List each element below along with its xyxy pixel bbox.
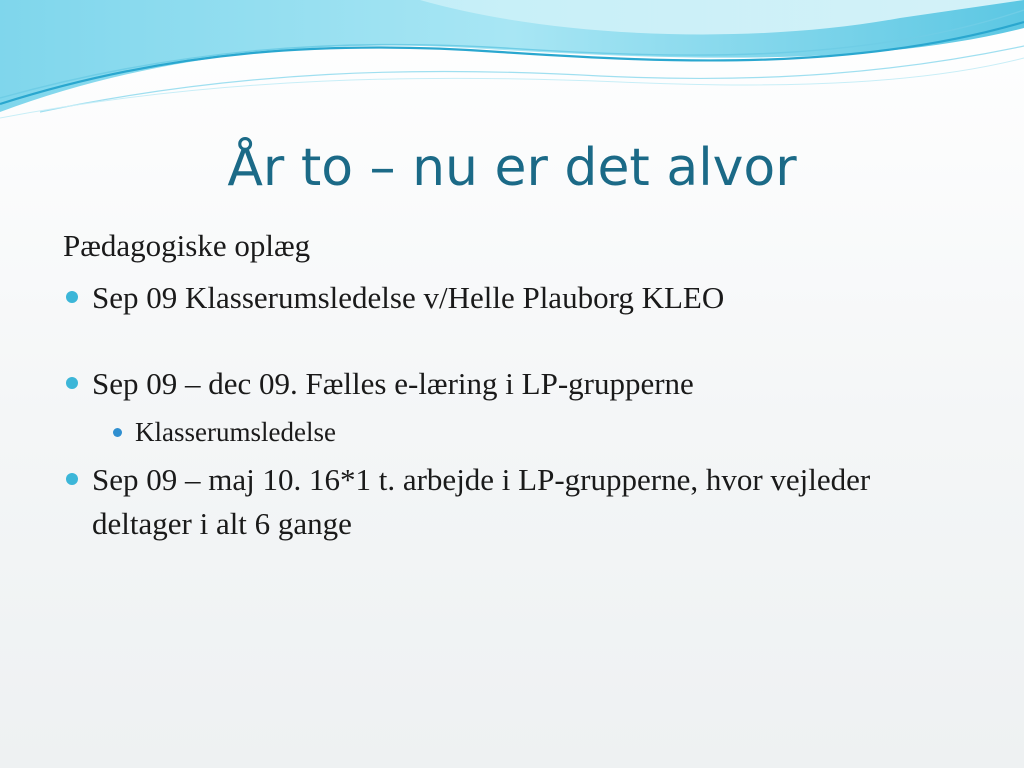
sub-bullet-list <box>92 412 963 452</box>
bullet-dot-icon <box>66 377 78 389</box>
bullet-text: Sep 09 – dec 09. Fælles e-læring i LP-grupperne <box>92 366 694 401</box>
bullet-text: Sep 09 Klasserumsledelse v/Helle Plauborg KLEO <box>92 280 725 315</box>
sub-bullet-text: Klasserumsledelse <box>135 417 336 447</box>
bullet-text: Sep 09 – maj 10. 16*1 t. arbejde i LP-grupperne, hvor vejleder deltager i alt 6 gange <box>92 462 871 541</box>
sub-bullet-item <box>92 412 963 452</box>
bullet-list <box>63 276 963 546</box>
sub-bullet-dot-icon <box>113 428 122 437</box>
bullet-dot-icon <box>66 291 78 303</box>
bullet-dot-icon <box>66 473 78 485</box>
intro-heading: Pædagogiske oplæg <box>63 228 311 263</box>
slide-title: År to – nu er det alvor <box>227 138 797 198</box>
bullet-item <box>63 276 963 320</box>
header-wave-decoration <box>0 0 1024 140</box>
bullet-item <box>63 458 963 546</box>
bullet-item <box>63 362 963 452</box>
slide-body <box>63 224 963 546</box>
